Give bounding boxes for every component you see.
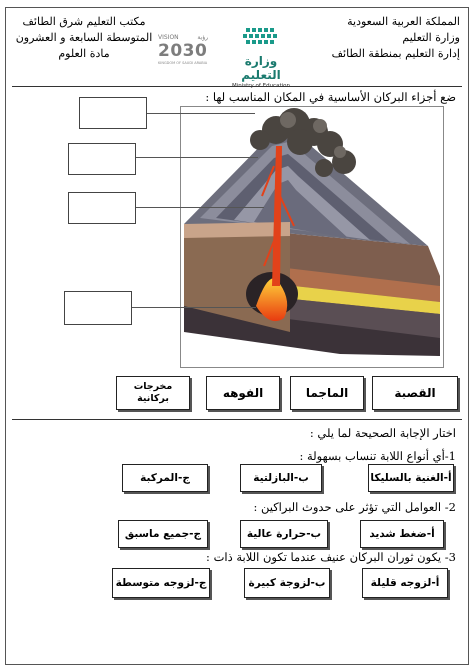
blank-label-1[interactable] bbox=[79, 97, 147, 129]
vision-label: VISION bbox=[158, 34, 179, 41]
q3-option-b[interactable]: ب-لزوجة كبيرة bbox=[244, 568, 330, 598]
word-magma[interactable]: الماجما bbox=[290, 376, 364, 410]
question-3: 3- يكون ثوران البركان عنيف عندما تكون اللابة ذات : bbox=[206, 550, 456, 564]
kingdom-name: المملكة العربية السعودية bbox=[347, 15, 460, 28]
pointer-3 bbox=[136, 207, 264, 208]
header-left bbox=[8, 14, 160, 62]
q2-option-c[interactable]: ج-جميع ماسبق bbox=[118, 520, 208, 548]
vision-year: 2030 bbox=[158, 41, 208, 61]
q2-option-a[interactable]: أ-ضغط شديد bbox=[360, 520, 444, 548]
directorate-name: إدارة التعليم بمنطقة الطائف bbox=[331, 47, 460, 60]
vision-kingdom: KINGDOM OF SAUDI ARABIA bbox=[158, 61, 208, 65]
moe-logo-text: وزارة التعليم bbox=[241, 54, 281, 82]
q1-option-c[interactable]: ج-المركبة bbox=[122, 464, 208, 492]
section-divider bbox=[12, 419, 462, 420]
blank-label-2[interactable] bbox=[68, 143, 136, 175]
vision-2030-logo bbox=[158, 34, 208, 72]
office-name: مكتب التعليم شرق الطائف bbox=[22, 15, 146, 28]
q3-option-c[interactable]: ج-لزوجه متوسطة bbox=[112, 568, 210, 598]
moe-emblem-icon bbox=[226, 26, 296, 50]
question-2: 2- العوامل التي تؤثر على حدوث البراكين : bbox=[253, 500, 456, 514]
ministry-logo bbox=[226, 26, 296, 89]
ministry-name: وزارة التعليم bbox=[402, 31, 460, 44]
blank-label-3[interactable] bbox=[68, 192, 136, 224]
pointer-2 bbox=[136, 157, 258, 158]
section1-instruction: ضع أجزاء البركان الأساسية في المكان المناسب لها : bbox=[205, 90, 456, 104]
section2-title: اختار الإجابة الصحيحة لما يلي : bbox=[309, 426, 456, 440]
q1-option-a[interactable]: أ-الغنية بالسليكا bbox=[368, 464, 454, 492]
q1-option-b[interactable]: ب-البازلتية bbox=[240, 464, 322, 492]
header-divider bbox=[12, 86, 462, 87]
moe-logo-en: Ministry of Education bbox=[231, 83, 290, 89]
header-right bbox=[310, 14, 460, 62]
vision-arabic: رؤية bbox=[197, 34, 208, 41]
subject-name: مادة العلوم bbox=[58, 47, 110, 60]
word-conduit[interactable]: القصبة bbox=[372, 376, 458, 410]
pointer-1 bbox=[147, 113, 255, 114]
word-volcanic-output[interactable]: مخرجات بركانية bbox=[116, 376, 190, 410]
volcano-illustration bbox=[180, 106, 444, 368]
q2-option-b[interactable]: ب-حرارة عالية bbox=[240, 520, 328, 548]
school-name: المتوسطة السابعة و العشرون bbox=[15, 31, 153, 44]
word-crater[interactable]: الفوهه bbox=[206, 376, 280, 410]
q3-option-a[interactable]: أ-لزوجه قليلة bbox=[362, 568, 448, 598]
blank-label-4[interactable] bbox=[64, 291, 132, 325]
question-1: 1-أي أنواع اللابة تنساب بسهولة : bbox=[299, 449, 456, 463]
pointer-4 bbox=[132, 307, 256, 308]
